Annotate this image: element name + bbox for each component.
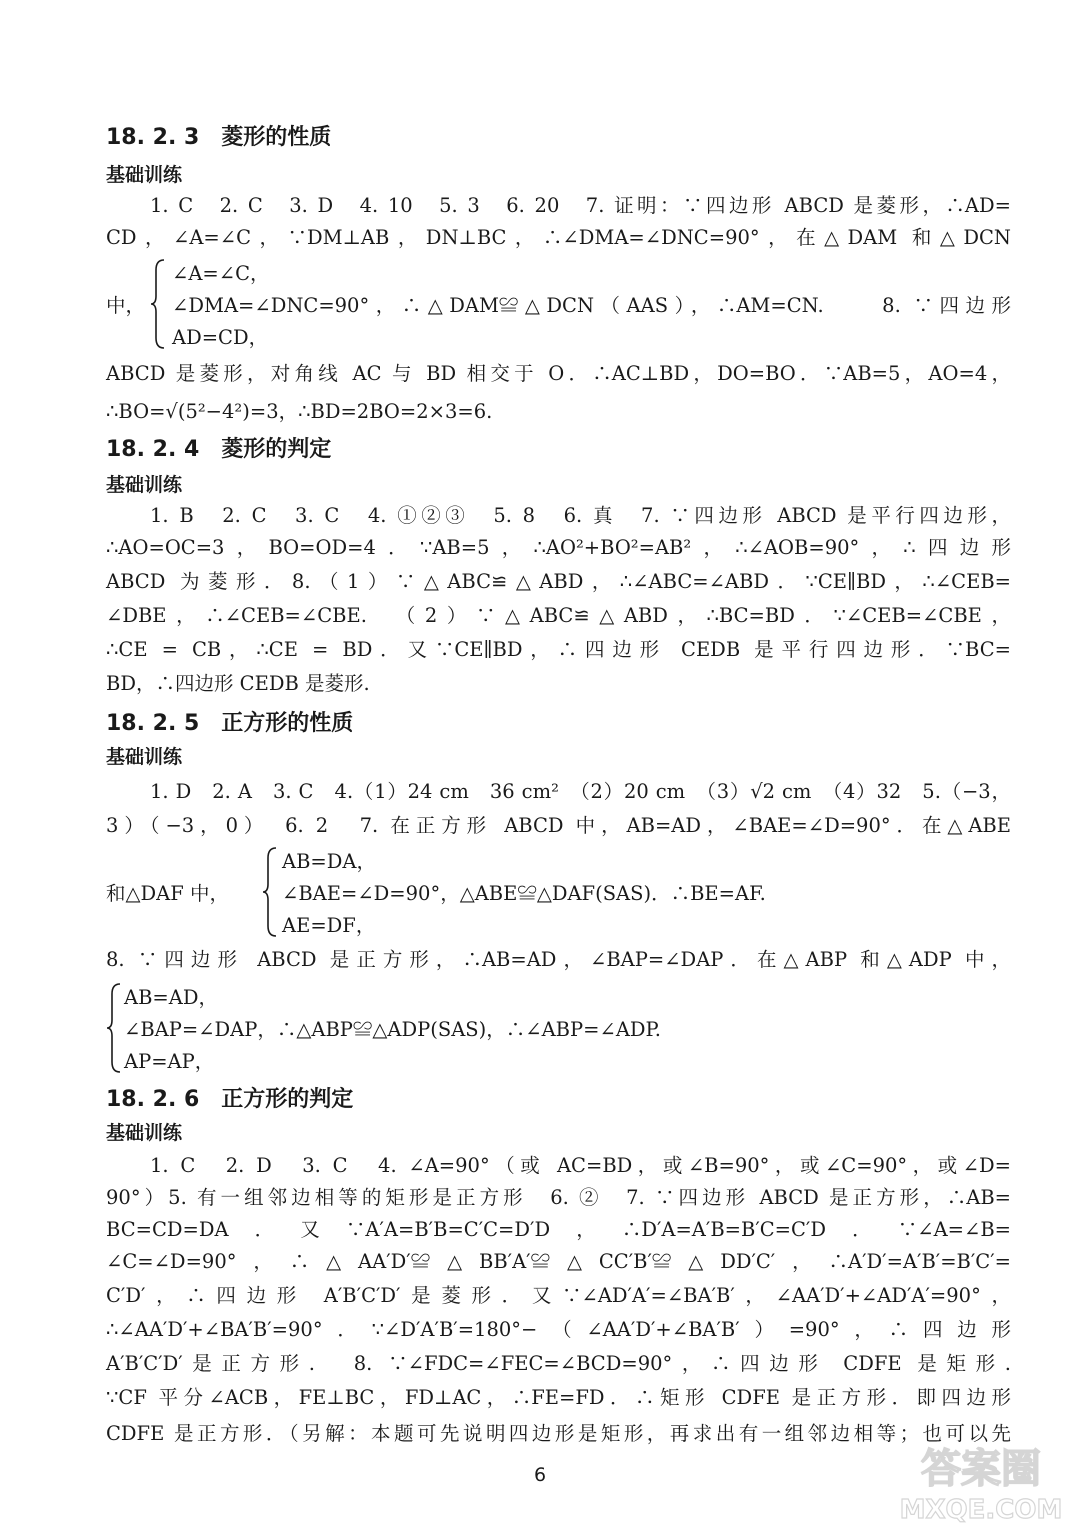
section-subheading: 基础训练: [106, 1122, 183, 1144]
watermark-logo: [896, 1434, 1066, 1526]
answer-line: ABCD 为菱形．8.（1）∵△ABC≌△ABD，∴∠ABC=∠ABD．∵CE∥BD，∴∠CEB=: [106, 570, 1011, 593]
page-number: 6: [533, 1464, 547, 1486]
watermark-title: 答案圈: [921, 1446, 1041, 1492]
system-row: AE=DF，: [282, 914, 376, 937]
brace-icon: [262, 846, 278, 938]
answer-line: 1. C 2. D 3. C 4. ∠A=90°（或 AC=BD，或∠B=90°，或∠C=90°，或∠D=: [150, 1154, 1011, 1177]
section-heading: 18. 2. 6 正方形的判定: [106, 1087, 354, 1112]
brace-icon: [150, 258, 166, 350]
system-row: ∠DMA=∠DNC=90°，∴△DAM≌△DCN（AAS），∴AM=CN. 8. ∵四边形: [172, 294, 1011, 317]
answer-line: 90°）5. 有一组邻边相等的矩形是正方形 6. ② 7. ∵四边形 ABCD 是正方形，∴AB=: [106, 1186, 1011, 1209]
answer-line: 1. D 2. A 3. C 4.（1）24 cm 36 cm² （2）20 cm （3）√2 cm （4）32 5.（−3，: [150, 780, 1011, 803]
answer-line: ABCD 是菱形，对角线 AC 与 BD 相交于 O．∴AC⊥BD，DO=BO．∵AB=5，AO=4，: [106, 362, 1011, 385]
section-heading: 18. 2. 5 正方形的性质: [106, 711, 354, 736]
brace-icon: [106, 982, 122, 1074]
system-row: AB=DA，: [282, 850, 376, 873]
section-subheading: 基础训练: [106, 474, 183, 496]
answer-line: A′B′C′D′是正方形. 8. ∵∠FDC=∠FEC=∠BCD=90°，∴四边形 CDFE 是矩形.: [106, 1352, 1011, 1375]
answer-line: CDFE 是正方形．（另解：本题可先说明四边形是矩形，再求出有一组邻边相等；也可以先: [106, 1422, 1011, 1445]
answer-line: C′D′，∴四边形 A′B′C′D′是菱形．又∵∠AD′A′=∠BA′B′，∠AA′D′+∠AD′A′=90°，: [106, 1284, 1011, 1307]
section-subheading: 基础训练: [106, 164, 183, 186]
system-row: ∠BAP=∠DAP，∴△ABP≌△ADP(SAS)，∴∠ABP=∠ADP.: [124, 1018, 661, 1041]
section-heading: 18. 2. 3 菱形的性质: [106, 125, 332, 150]
system-row: ∠A=∠C，: [172, 262, 270, 285]
system-row: AB=AD，: [124, 986, 218, 1009]
answer-line: 3）（−3，0） 6. 2 7. 在正方形 ABCD 中，AB=AD，∠BAE=∠D=90°．在△ABE: [106, 814, 1011, 837]
answer-line: ∴AO=OC=3，BO=OD=4．∵AB=5，∴AO²+BO²=AB²，∴∠AOB=90°，∴四边形: [106, 536, 1011, 559]
system-row: AP=AP，: [124, 1050, 215, 1073]
watermark-url: MXQE.COM: [899, 1495, 1063, 1525]
system-prefix: 和△DAF 中，: [106, 882, 229, 905]
answer-line: 1. C 2. C 3. D 4. 10 5. 3 6. 20 7. 证明：∵四边形 ABCD 是菱形，∴AD=: [150, 194, 1011, 217]
section-subheading: 基础训练: [106, 746, 183, 768]
answer-line: 8. ∵四边形 ABCD 是正方形，∴AB=AD，∠BAP=∠DAP．在△ABP 和△ADP 中，: [106, 948, 1011, 971]
answer-line: BD，∴四边形 CEDB 是菱形.: [106, 672, 370, 695]
answer-line: ∴∠AA′D′+∠BA′B′=90°．∵∠D′A′B′=180°−（∠AA′D′+∠BA′B′）=90°，∴四边形: [106, 1318, 1011, 1341]
answer-line: ∵CF 平分∠ACB，FE⊥BC，FD⊥AC，∴FE=FD．∴矩形 CDFE 是正方形．即四边形: [106, 1386, 1011, 1409]
answer-line: ∴CE = CB，∴CE = BD．又∵CE∥BD，∴四边形 CEDB 是平行四边形．∵BC=: [106, 638, 1011, 661]
system-row: AD=CD，: [172, 326, 269, 349]
section-heading: 18. 2. 4 菱形的判定: [106, 437, 332, 462]
answer-line: CD，∠A=∠C，∵DM⊥AB，DN⊥BC，∴∠DMA=∠DNC=90°，在△DAM 和△DCN: [106, 226, 1011, 249]
answer-line: 1. B 2. C 3. C 4. ①②③ 5. 8 6. 真 7. ∵四边形 ABCD 是平行四边形，: [150, 504, 1011, 527]
system-prefix: 中，: [106, 294, 146, 317]
answer-line: ∠C=∠D=90°，∴△AA′D′≌△BB′A′≌△CC′B′≌△DD′C′，∴A′D′=A′B′=B′C′=: [106, 1250, 1011, 1273]
system-row: ∠BAE=∠D=90°，△ABE≌△DAF(SAS)．∴BE=AF.: [282, 882, 766, 905]
answer-line: ∴BO=√(5²−4²)=3，∴BD=2BO=2×3=6.: [106, 400, 493, 423]
answer-line: ∠DBE，∴∠CEB=∠CBE. （2）∵△ABC≌△ABD，∴BC=BD．∵∠CEB=∠CBE，: [106, 604, 1011, 627]
answer-line: BC=CD=DA．又∵A′A=B′B=C′C=D′D，∴D′A=A′B=B′C=C′D．∵∠A=∠B=: [106, 1218, 1011, 1241]
